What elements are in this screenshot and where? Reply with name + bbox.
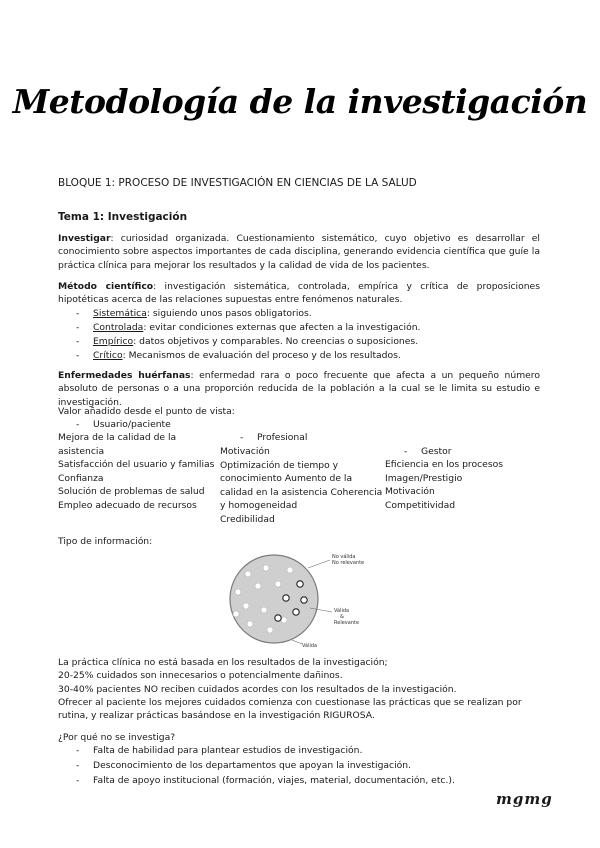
porque-question: ¿Por qué no se investiga? bbox=[58, 732, 176, 743]
label-pointer bbox=[308, 560, 330, 568]
page-title: Metodología de la investigación bbox=[12, 82, 588, 121]
col1-heading: Usuario/paciente bbox=[93, 419, 171, 430]
practica-line: La práctica clínica no está basada en los resultados de la investigación; bbox=[58, 657, 388, 668]
list-item: Sistemática: siguiendo unos pasos obligatorios. bbox=[93, 308, 312, 319]
investigar-text: : curiosidad organizada. Cuestionamiento sistemático, cuyo objetivo es desarrollar el conocimiento sobre aspectos importantes de cada disciplina, generando evidencia científica que guíe la práctica clínica para mejorar los resultados y la calidad de vida de los pacientes. bbox=[58, 233, 540, 271]
practica-line: 30-40% pacientes NO reciben cuidados acordes con los resultados de la investigación. bbox=[58, 683, 457, 695]
label-no-valida: No válida bbox=[332, 554, 356, 560]
label-ampersand: & bbox=[340, 614, 344, 620]
list-item: Empírico: datos objetivos y comparables. No creencias o suposiciones. bbox=[93, 336, 419, 347]
label-pointer bbox=[292, 640, 302, 644]
label-no-relevante: No relevante bbox=[332, 560, 365, 566]
list-dash: - bbox=[76, 308, 80, 319]
author-signature: mgmg bbox=[496, 790, 553, 808]
list-dash: - bbox=[76, 350, 80, 361]
topic-heading: Tema 1: Investigación bbox=[58, 211, 188, 223]
huerfanas-paragraph bbox=[58, 369, 540, 409]
metodo-term: Método científico bbox=[58, 281, 154, 292]
list-dash: - bbox=[76, 745, 80, 756]
col3-heading: Gestor bbox=[421, 446, 452, 457]
ofrecer-paragraph: Ofrecer al paciente los mejores cuidados comienza con cuestionase las prácticas que se realizan por rutina, y realizar prácticas basándose en la investigación RIGUROSA. bbox=[58, 697, 522, 722]
metodo-paragraph bbox=[58, 280, 540, 307]
column-usuario: Mejora de la calidad de la asistencia Satisfacción del usuario y familias Confianza Solución de problemas de salud Empleo adecuado de recursos bbox=[58, 432, 215, 511]
list-item: Crítico: Mecanismos de evaluación del proceso y de los resultados. bbox=[93, 350, 401, 361]
list-item: Falta de apoyo institucional (formación, viajes, material, documentación, etc.). bbox=[93, 775, 455, 786]
information-venn-diagram bbox=[220, 548, 370, 648]
huerfanas-text: : enfermedad rara o poco frecuente que afecta a un pequeño número absoluto de personas o a una proporción reducida de la población a la cual se le limita su estudio e investigación. bbox=[58, 370, 540, 408]
list-item: Falta de habilidad para plantear estudios de investigación. bbox=[93, 745, 363, 756]
list-item: Desconocimiento de los departamentos que apoyan la investigación. bbox=[93, 760, 412, 771]
section-heading: BLOQUE 1: PROCESO DE INVESTIGACIÓN EN CIENCIAS DE LA SALUD bbox=[58, 177, 417, 189]
list-item: Controlada: evitar condiciones externas que afecten a la investigación. bbox=[93, 322, 421, 333]
column-profesional: Motivación Optimización de tiempo y conocimiento Aumento de la calidad en la asistencia Coherencia y homogeneidad Credibilidad bbox=[220, 446, 383, 525]
col2-heading: Profesional bbox=[257, 432, 308, 443]
practica-block bbox=[58, 656, 540, 696]
investigar-term: Investigar bbox=[58, 233, 111, 244]
tipo-label: Tipo de información: bbox=[58, 536, 153, 547]
valor-intro: Valor añadido desde el punto de vista: bbox=[58, 406, 235, 417]
practica-line: 20-25% cuidados son innecesarios o potencialmente dañinos. bbox=[58, 670, 343, 682]
label-valida-bottom: Válida bbox=[302, 643, 318, 648]
metodo-text: : investigación sistemática, controlada, empírica y crítica de proposiciones hipotéticas acerca de las relaciones supuestas entre fenómenos naturales. bbox=[58, 281, 540, 306]
column-gestor: Eficiencia en los procesos Imagen/Prestigio Motivación Competitividad bbox=[385, 459, 504, 511]
label-relevante: Relevante bbox=[334, 620, 360, 626]
investigar-paragraph bbox=[58, 232, 540, 272]
list-dash: - bbox=[76, 322, 80, 333]
label-valida: Válida bbox=[334, 608, 350, 614]
list-dash: - bbox=[76, 419, 80, 430]
huerfanas-term: Enfermedades huérfanas bbox=[58, 370, 191, 381]
list-dash: - bbox=[240, 432, 244, 443]
list-dash: - bbox=[404, 446, 408, 457]
list-dash: - bbox=[76, 775, 80, 786]
list-dash: - bbox=[76, 336, 80, 347]
list-dash: - bbox=[76, 760, 80, 771]
